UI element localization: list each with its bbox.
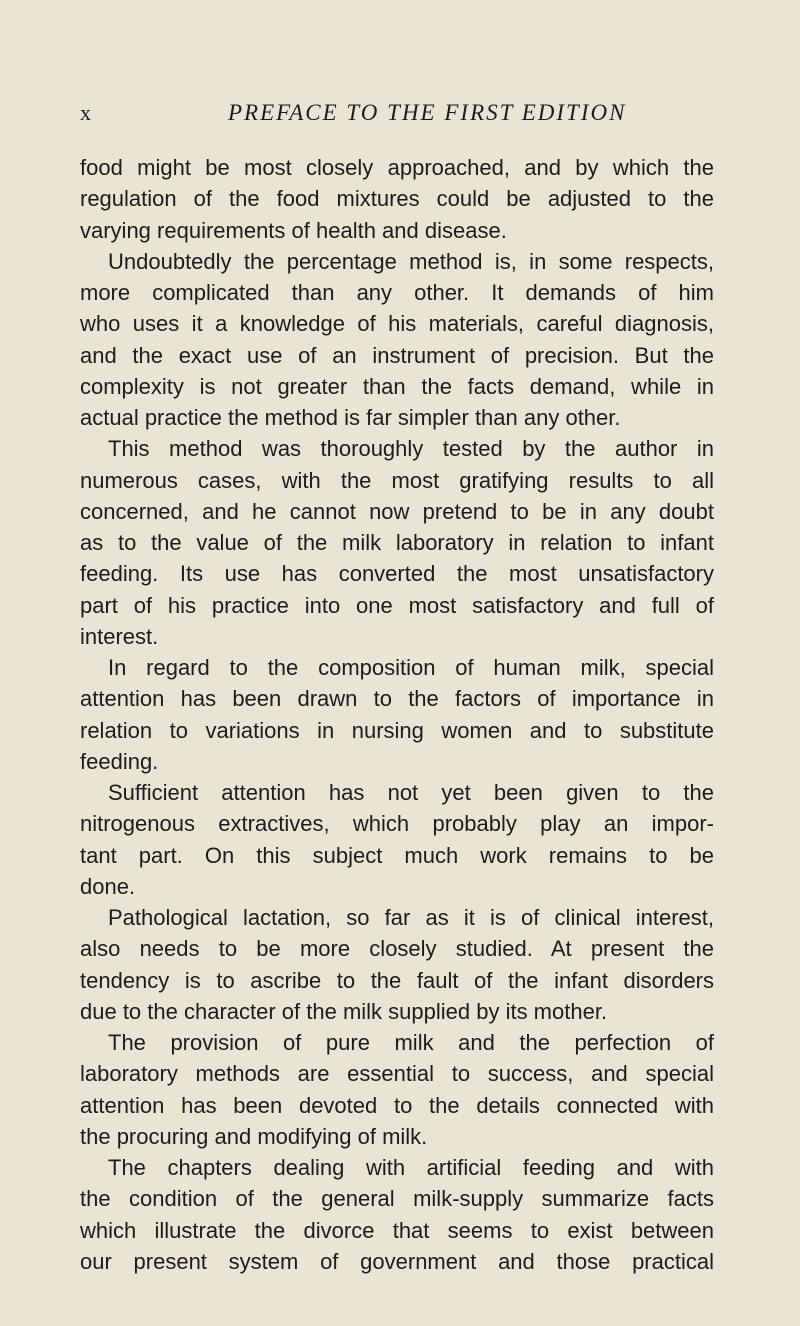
text-line: tant part. On this subject much work remains to be (80, 842, 714, 868)
text-line: Pathological lactation, so far as it is of clinical interest, (108, 905, 714, 930)
text-line: The chapters dealing with artificial feeding and with (108, 1155, 714, 1180)
text-line: relation to variations in nursing women and to substitute (80, 717, 714, 743)
text-line: also needs to be more closely studied. At present the (80, 936, 714, 962)
text-line: which illustrate the divorce that seems to exist between (80, 1217, 714, 1243)
text-line: as to the value of the milk laboratory in relation to infant (80, 530, 714, 555)
text-line: feeding. (80, 748, 159, 774)
text-line: food might be most closely approached, and by which the (80, 155, 714, 180)
text-line: numerous cases, with the most gratifying results to all (80, 467, 714, 493)
text-line: This method was thoroughly tested by the author in (108, 436, 714, 462)
text-line: The provision of pure milk and the perfection of (108, 1030, 714, 1055)
text-line: nitrogenous extractives, which probably play an impor- (80, 811, 714, 837)
page-number: x (80, 100, 92, 125)
text-line: part of his practice into one most satisfactory and full of (80, 592, 714, 618)
text-line: attention has been devoted to the details connected with (80, 1092, 714, 1118)
text-line: actual practice the method is far simpler than any other. (80, 405, 621, 430)
text-line: the condition of the general milk-supply summarize facts (80, 1186, 714, 1212)
text-line: the procuring and modifying of milk. (80, 1123, 428, 1149)
text-line: complexity is not greater than the facts demand, while in (80, 373, 714, 399)
text-line: concerned, and he cannot now pretend to be in any doubt (80, 498, 714, 524)
text-line: feeding. Its use has converted the most unsatisfactory (80, 561, 714, 587)
text-line: In regard to the composition of human milk, special (108, 655, 714, 680)
text-line: Sufficient attention has not yet been given to the (108, 780, 714, 805)
text-line: regulation of the food mixtures could be adjusted to the (80, 186, 714, 212)
text-line: our present system of government and those practical (80, 1248, 714, 1274)
text-line: done. (80, 873, 136, 899)
text-line: interest. (80, 623, 159, 649)
running-head: PREFACE TO THE FIRST EDITION (228, 100, 627, 125)
text-line: and the exact use of an instrument of precision. But the (80, 342, 714, 368)
text-line: varying requirements of health and disease. (80, 217, 507, 243)
body-text (80, 152, 714, 1277)
text-line: attention has been drawn to the factors of importance in (80, 686, 714, 712)
text-line: who uses it a knowledge of his materials, careful diagnosis, (80, 311, 714, 337)
text-line: laboratory methods are essential to success, and special (80, 1061, 714, 1087)
text-line: more complicated than any other. It demands of him (80, 280, 714, 305)
text-line: due to the character of the milk supplied by its mother. (80, 998, 608, 1024)
text-line: Undoubtedly the percentage method is, in some respects, (108, 248, 714, 274)
text-line: tendency is to ascribe to the fault of the infant disorders (80, 967, 714, 993)
